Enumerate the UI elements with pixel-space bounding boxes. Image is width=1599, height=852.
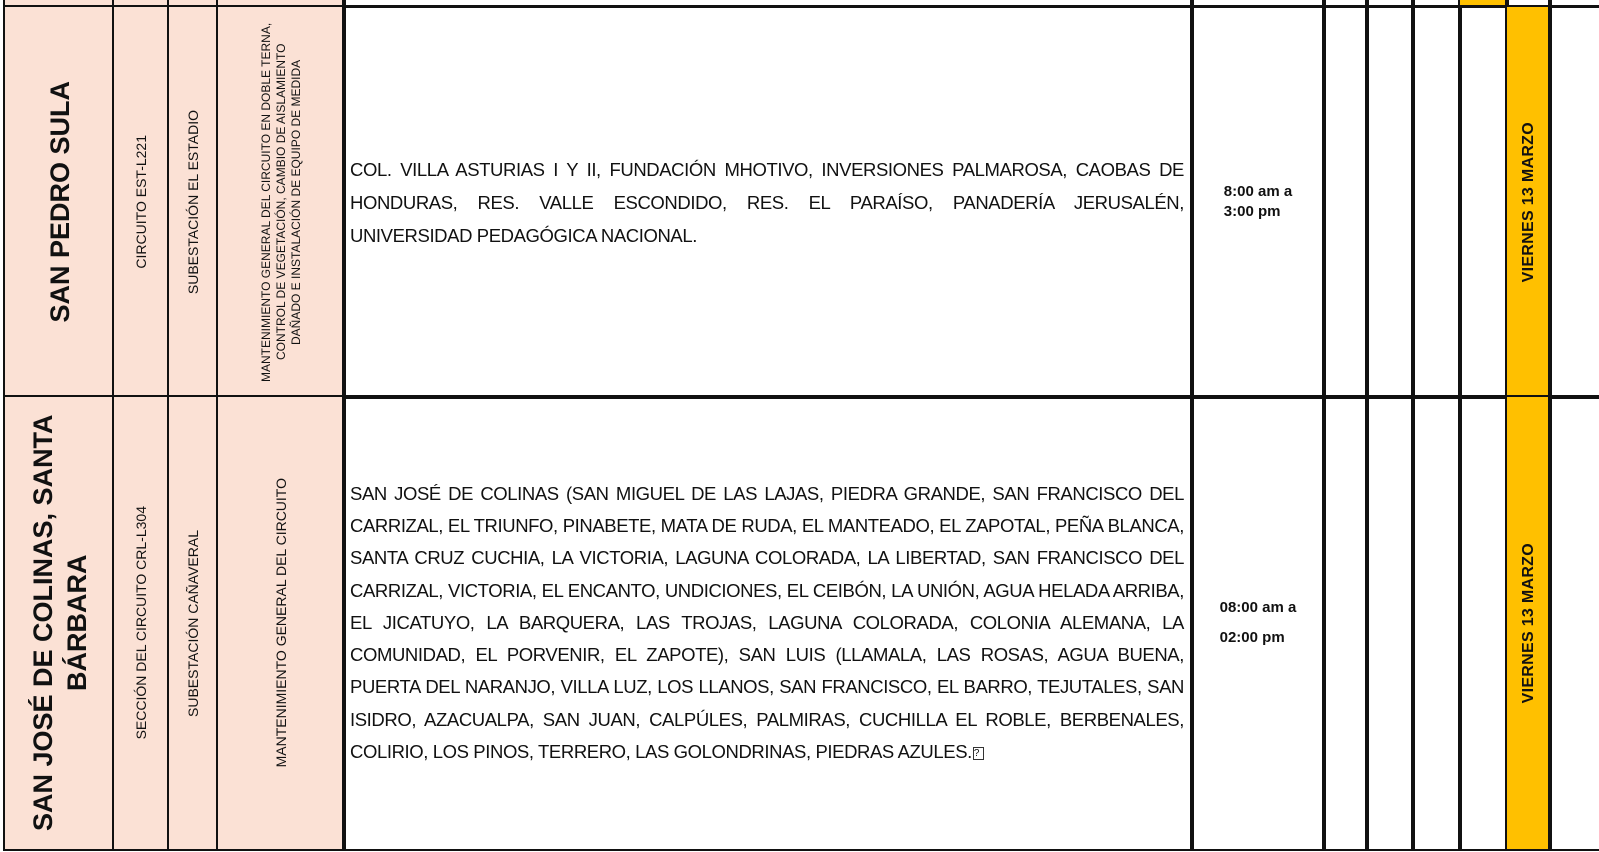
areas-text-content: SAN JOSÉ DE COLINAS (SAN MIGUEL DE LAS LAJAS, PIEDRA GRANDE, SAN FRANCISCO DEL CARRIZAL, EL TRIUNFO, PINABETE, MATA DE RUDA, EL MANTEADO, EL ZAPOTAL, PEÑA BLANCA, SANTA CRUZ CUCHIA, LA VICTORIA, LAGUNA COLORADA, LA LIBERTAD, SAN FRANCISCO DEL CARRIZAL, VICTORIA, EL ENCANTO, UNDICIONES, EL CEIBÓN, LA UNIÓN, AGUA HELADA ARRIBA, EL JICATUYO, LA BARQUERA, LAS TROJAS, LAGUNA COLORADA, COLONIA ALEMANA, LA COMUNIDAD, EL PORVENIR, EL ZAPOTE), SAN LUIS (LLAMALA, LAS ROSAS, AGUA BUENA, PUERTA DEL NARANJO, VILLA LUZ, LOS LLANOS, SAN FRANCISCO, EL BARRO, TEJUTALES, SAN ISIDRO, AZACUALPA, SAN JUAN, CALPÚLES, PALMIRAS, CUCHILLA EL ROBLE, BERBENALES, COLIRIO, LOS PINOS, TERRERO, LAS GOLONDRINAS, PIEDRAS AZULES. — [350, 482, 1184, 763]
location-text: SAN PEDRO SULA — [45, 81, 75, 323]
circuit-text: SECCIÓN DEL CIRCUITO CRL-L304 — [133, 506, 149, 740]
work-text: MANTENIMIENTO GENERAL DEL CIRCUITO — [272, 478, 289, 768]
time-text — [1224, 182, 1292, 222]
time-cell — [1190, 5, 1326, 399]
work-cell — [216, 395, 346, 851]
location-text: SAN JOSÉ DE COLINAS, SANTA BÁRBARA — [28, 414, 92, 832]
work-cell — [216, 5, 346, 399]
empty-cell — [1322, 5, 1369, 399]
empty-cell — [1365, 395, 1415, 851]
circuit-cell — [112, 395, 171, 851]
date-text: VIERNES 13 MARZO — [1519, 542, 1537, 704]
empty-cell — [1458, 395, 1509, 851]
substation-text: SUBESTACIÓN CAÑAVERAL — [185, 529, 201, 717]
areas-text — [350, 478, 1184, 769]
time-start: 8:00 am a — [1223, 183, 1293, 200]
date-cell — [1505, 5, 1552, 399]
time-end: 02:00 pm — [1219, 629, 1285, 646]
empty-cell — [1322, 395, 1369, 851]
areas-cell — [342, 5, 1194, 399]
time-cell — [1190, 395, 1326, 851]
empty-cell — [1411, 5, 1462, 399]
circuit-text: CIRCUITO EST-L221 — [133, 135, 149, 269]
circuit-cell — [112, 5, 171, 399]
date-text: VIERNES 13 MARZO — [1519, 121, 1537, 283]
location-cell — [3, 5, 117, 399]
location-cell — [3, 395, 117, 851]
work-text: MANTENIMIENTO GENERAL DEL CIRCUITO EN DOBLE TERNA, CONTROL DE VEGETACIÓN, CAMBIO DE AISLAMIENTO DAÑADO E INSTALACIÓN DE EQUIPO DE MEDIDA — [258, 22, 303, 382]
missing-char-box: ? — [973, 747, 984, 760]
areas-cell — [342, 395, 1194, 851]
substation-text: SUBESTACIÓN EL ESTADIO — [185, 109, 201, 295]
time-start: 08:00 am a — [1219, 599, 1297, 616]
empty-cell — [1548, 5, 1599, 399]
time-end: 3:00 pm — [1223, 203, 1281, 220]
substation-cell — [167, 395, 220, 851]
time-text — [1220, 593, 1297, 653]
substation-cell — [167, 5, 220, 399]
empty-cell — [1548, 395, 1599, 851]
empty-cell — [1365, 5, 1415, 399]
empty-cell — [1458, 5, 1509, 399]
areas-text: COL. VILLA ASTURIAS I Y II, FUNDACIÓN MHOTIVO, INVERSIONES PALMAROSA, CAOBAS DE HONDURAS, RES. VALLE ESCONDIDO, RES. EL PARAÍSO, PANADERÍA JERUSALÉN, UNIVERSIDAD PEDAGÓGICA NACIONAL. — [350, 158, 1184, 246]
date-cell — [1505, 395, 1552, 851]
empty-cell — [1411, 395, 1462, 851]
